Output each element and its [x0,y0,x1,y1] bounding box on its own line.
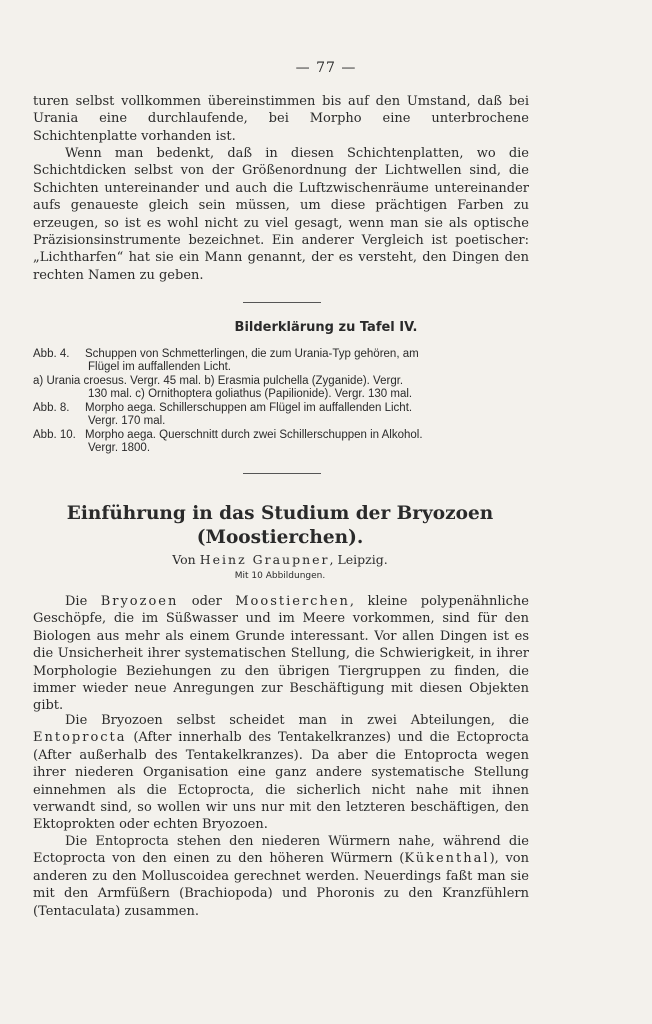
caption-label: Abb. 4. [33,348,70,360]
byline [0,552,560,567]
body-text: Die [65,594,88,609]
term-bryozoen: Bryozoen [100,594,179,609]
body-text: (After innerhalb des Tentakelkranzes) und die Ectoprocta (After außerhalb des Tentakelkranzes). Da aber die Entoprocta wegen ihrer niederen Organisation eine ganz andere systematische Stellung einnehmen als die Ectoprocta, die sicherlich nicht nahe mit ihnen verwandt sind, so wollen wir uns nur mit den letzteren beschäftigen, den Ektoprokten oder echten Bryozoen. [33,730,529,833]
page-number: — 77 — [295,60,357,76]
body-text: Die Bryozoen selbst scheidet man in zwei Abteilungen, die [65,713,529,728]
byline-prefix: Von [172,552,196,567]
paragraph-lichtharfen: Wenn man bedenkt, daß in diesen Schichtenplatten, wo die Schichtdicken selbst von der Größenordnung der Lichtwellen sind, die Schichten untereinander und auch die Luftzwischenräume untereinander aufs genaueste gleich sein müssen, um diese prächtigen Farben zu erzeugen, so ist es wohl nicht zu viel gesagt, wenn man sie als optische Präzisionsinstrumente bezeichnet. Ein anderer Vergleich ist poetischer: „Lichtharfen“ hat sie ein Mann genannt, der es versteht, den Dingen den rechten Namen zu geben. [33,146,529,283]
caption-heading: Bilderklärung zu Tafel IV. [234,320,418,335]
caption-label: Abb. 8. [33,402,70,414]
caption-abb-8 [33,402,529,428]
caption-abb-10 [33,429,529,455]
body-paragraph-2 [33,712,529,834]
caption-text: Urania croesus. Vergr. 45 mal. b) Erasmia pulchella (Zyganide). Vergr. [46,375,404,387]
caption-text-cont: Vergr. 170 mal. [88,415,166,427]
body-text: ), von anderen zu den Molluscoidea gerechnet werden. Neuerdings faßt man sie mit den Armfüßern (Brachiopoda) und Phoronis zu den Kranzfühlern (Tentaculata) zusammen. [33,851,529,919]
illustrations-note: Mit 10 Abbildungen. [234,571,326,581]
caption-label: Abb. 10. [33,429,76,441]
caption-text-cont: 130 mal. c) Ornithoptera goliathus (Papilionide). Vergr. 130 mal. [88,388,413,400]
body-paragraph-1 [33,593,529,715]
term-kuekenthal: Kükenthal [404,851,490,867]
caption-abb-4 [33,348,529,374]
article-title-line2: (Moostierchen). [196,527,364,548]
caption-text: Schuppen von Schmetterlingen, die zum Urania-Typ gehören, am [85,348,419,360]
author-name: Heinz Graupner [199,552,330,567]
caption-text-cont: Vergr. 1800. [88,442,151,454]
body-text: oder [191,594,222,609]
article-title-line1: Einführung in das Studium der Bryozoen [66,503,494,524]
body-text: , kleine polypenähnliche Geschöpfe, die im Süßwasser und im Meere vorkommen, sind für den Biologen aus mehr als einem Grunde interessant. Vor allen Dingen ist es die Unsicherheit ihrer systematischen Stellung, die Schwierigkeit, in ihrer Morphologie Beziehungen zu den übrigen Tiergruppen zu finden, die immer wieder neue Anregungen zur Beschäftigung mit diesen Objekten gibt. [33,594,529,714]
caption-text: Morpho aega. Schillerschuppen am Flügel im auffallenden Licht. [85,402,413,414]
caption-text: Morpho aega. Querschnitt durch zwei Schillerschuppen in Alkohol. [85,429,423,441]
term-entoprocta: Entoprocta [33,730,127,746]
divider-top [243,302,321,303]
caption-a [33,375,529,401]
body-paragraph-3 [33,833,529,920]
body-text: Die Entoprocta stehen den niederen Würmern nahe, während die Ectoprocta von den einen zu den höheren Würmern ( [33,834,529,867]
divider-bottom [243,473,321,474]
paragraph-continuation: turen selbst vollkommen übereinstimmen bis auf den Umstand, daß bei Urania eine durchlaufende, bei Morpho eine unterbrochene Schichtenplatte vorhanden ist. [33,94,529,144]
caption-label: a) [33,375,44,387]
term-moostierchen: Moostierchen [235,594,350,609]
caption-text-cont: Flügel im auffallenden Licht. [88,361,231,373]
article-title [0,502,560,550]
author-place: , Leipzig. [329,552,388,567]
